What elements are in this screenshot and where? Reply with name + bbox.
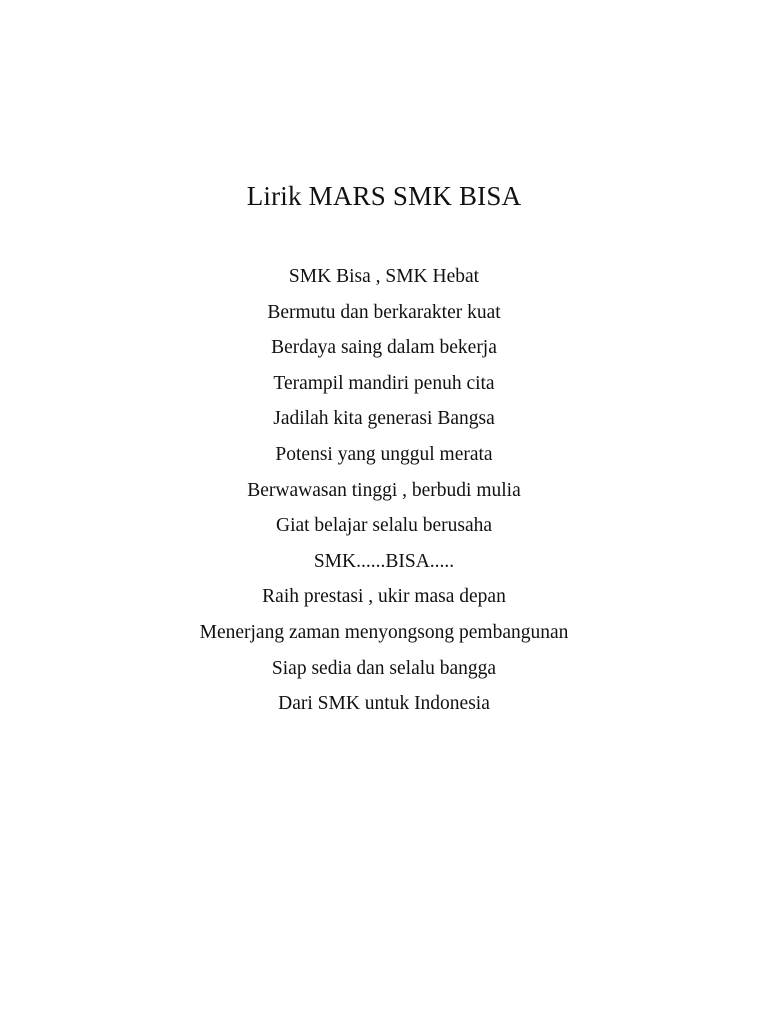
lyric-line: Giat belajar selalu berusaha (275, 515, 493, 537)
lyric-line: Berdaya saing dalam bekerja (271, 337, 497, 359)
lyrics-list (0, 259, 768, 722)
page-title: Lirik MARS SMK BISA (246, 181, 522, 211)
lyric-line: Bermutu dan berkarakter kuat (267, 301, 501, 323)
lyric-line: Jadilah kita generasi Bangsa (273, 408, 495, 430)
lyric-line: Dari SMK untuk Indonesia (278, 693, 490, 715)
lyric-line: Raih prestasi , ukir masa depan (262, 586, 506, 608)
lyric-line: SMK Bisa , SMK Hebat (288, 266, 480, 287)
lyric-line: Menerjang zaman menyongsong pembangunan (199, 621, 569, 643)
lyric-line: Terampil mandiri penuh cita (273, 372, 495, 394)
lyric-line: Berwawasan tinggi , berbudi mulia (247, 479, 521, 501)
lyric-line: Potensi yang unggul merata (275, 443, 493, 465)
lyric-line: SMK......BISA..... (313, 550, 455, 572)
lyric-line: Siap sedia dan selalu bangga (271, 657, 497, 679)
